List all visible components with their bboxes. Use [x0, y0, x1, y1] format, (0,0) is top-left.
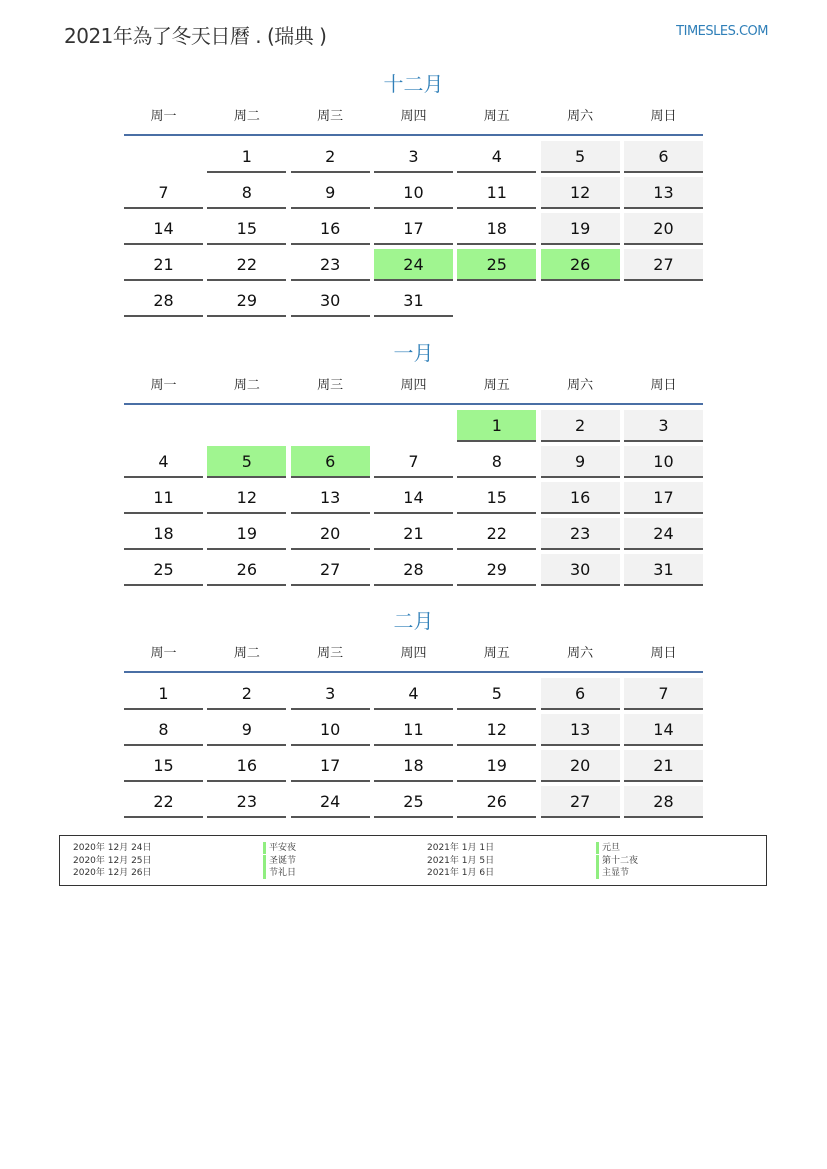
day-cell: 19: [457, 750, 536, 782]
holiday-name: 元旦: [596, 842, 620, 854]
weekend-day-cell: 2: [541, 410, 620, 442]
weekend-day-cell: 17: [624, 482, 703, 514]
day-cell: 23: [291, 249, 370, 281]
month-calendar: [124, 70, 703, 321]
empty-day-cell: [624, 285, 703, 317]
weekend-day-cell: 7: [624, 678, 703, 710]
day-cell: 14: [124, 213, 203, 245]
weekend-day-cell: 19: [541, 213, 620, 245]
day-cell: 2: [291, 141, 370, 173]
holiday-name: 节礼日: [263, 867, 296, 879]
weekday-label: 周日: [650, 109, 677, 124]
weekday-header: [124, 375, 703, 397]
day-cell: 28: [124, 285, 203, 317]
empty-day-cell: [291, 410, 370, 442]
day-cell: 4: [374, 678, 453, 710]
weekday-label: 周五: [483, 378, 510, 393]
header-rule: [124, 134, 703, 136]
weekend-day-cell: 28: [624, 786, 703, 818]
weekend-day-cell: 6: [541, 678, 620, 710]
week-row: [124, 213, 703, 245]
weekday-label: 周日: [650, 378, 677, 393]
month-title: 二月: [393, 609, 434, 633]
holiday-date: 2021年 1月 1日: [427, 843, 495, 853]
weekend-day-cell: 14: [624, 714, 703, 746]
day-cell: 1: [124, 678, 203, 710]
day-cell: 15: [457, 482, 536, 514]
weekend-day-cell: 31: [624, 554, 703, 586]
holiday-name: 平安夜: [263, 842, 296, 854]
weekday-header: [124, 106, 703, 128]
empty-day-cell: [124, 141, 203, 173]
legend-row: [60, 842, 766, 854]
site-link[interactable]: TIMESLES.COM: [676, 24, 768, 39]
week-row: [124, 177, 703, 209]
weekend-day-cell: 27: [541, 786, 620, 818]
day-cell: 11: [374, 714, 453, 746]
day-cell: 11: [457, 177, 536, 209]
weekday-label: 周一: [150, 109, 177, 124]
day-cell: 10: [374, 177, 453, 209]
holiday-date: 2020年 12月 25日: [73, 855, 152, 866]
month-calendar: [124, 339, 703, 590]
day-cell: 15: [124, 750, 203, 782]
weekday-label: 周日: [650, 646, 677, 661]
day-cell: 16: [291, 213, 370, 245]
day-cell: 5: [457, 678, 536, 710]
weekday-label: 周三: [317, 646, 344, 661]
month-title: 十二月: [383, 72, 444, 96]
weekday-label: 周二: [233, 109, 260, 124]
weekday-label: 周五: [483, 646, 510, 661]
day-cell: 31: [374, 285, 453, 317]
holiday-name: 第十二夜: [596, 855, 638, 867]
day-cell: 8: [124, 714, 203, 746]
legend-row: [60, 867, 766, 879]
holiday-date: 2020年 12月 24日: [73, 843, 152, 853]
day-cell: 22: [207, 249, 286, 281]
weekday-label: 周三: [317, 109, 344, 124]
week-row: [124, 518, 703, 550]
day-cell: 14: [374, 482, 453, 514]
day-cell: 24: [291, 786, 370, 818]
day-cell: 25: [124, 554, 203, 586]
month-calendar: [124, 607, 703, 822]
holiday-day-cell: 26: [541, 249, 620, 281]
weekday-label: 周四: [400, 646, 427, 661]
week-row: [124, 482, 703, 514]
weekday-label: 周四: [400, 378, 427, 393]
day-cell: 18: [124, 518, 203, 550]
day-cell: 8: [457, 446, 536, 478]
week-row: [124, 714, 703, 746]
weekend-day-cell: 30: [541, 554, 620, 586]
weekend-day-cell: 9: [541, 446, 620, 478]
weekday-label: 周六: [567, 378, 594, 393]
weekday-header: [124, 643, 703, 665]
day-cell: 26: [207, 554, 286, 586]
weekday-label: 周六: [567, 109, 594, 124]
weekday-label: 周三: [317, 378, 344, 393]
weekday-label: 周一: [150, 646, 177, 661]
holiday-day-cell: 1: [457, 410, 536, 442]
weekend-day-cell: 6: [624, 141, 703, 173]
day-cell: 7: [124, 177, 203, 209]
week-row: [124, 554, 703, 586]
header-rule: [124, 671, 703, 673]
day-cell: 21: [124, 249, 203, 281]
header-rule: [124, 403, 703, 405]
day-cell: 22: [124, 786, 203, 818]
day-cell: 8: [207, 177, 286, 209]
page-title: 2021年為了冬天日曆 . (瑞典 ): [64, 24, 327, 48]
day-cell: 26: [457, 786, 536, 818]
weekend-day-cell: 16: [541, 482, 620, 514]
holiday-day-cell: 5: [207, 446, 286, 478]
weekday-label: 周六: [567, 646, 594, 661]
month-title: 一月: [393, 341, 434, 365]
day-cell: 29: [207, 285, 286, 317]
day-cell: 22: [457, 518, 536, 550]
day-cell: 23: [207, 786, 286, 818]
weekend-day-cell: 12: [541, 177, 620, 209]
day-cell: 11: [124, 482, 203, 514]
day-cell: 4: [457, 141, 536, 173]
day-cell: 13: [291, 482, 370, 514]
day-cell: 12: [457, 714, 536, 746]
empty-day-cell: [541, 285, 620, 317]
empty-day-cell: [457, 285, 536, 317]
weekend-day-cell: 5: [541, 141, 620, 173]
day-cell: 29: [457, 554, 536, 586]
day-cell: 3: [374, 141, 453, 173]
day-cell: 30: [291, 285, 370, 317]
week-row: [124, 249, 703, 281]
holiday-name: 主显节: [596, 867, 629, 879]
day-cell: 9: [291, 177, 370, 209]
day-cell: 19: [207, 518, 286, 550]
day-cell: 9: [207, 714, 286, 746]
weekday-label: 周五: [483, 109, 510, 124]
week-row: [124, 678, 703, 710]
weekday-label: 周二: [233, 378, 260, 393]
week-row: [124, 410, 703, 442]
weekend-day-cell: 3: [624, 410, 703, 442]
empty-day-cell: [207, 410, 286, 442]
weekend-day-cell: 23: [541, 518, 620, 550]
weekday-label: 周二: [233, 646, 260, 661]
weekend-day-cell: 21: [624, 750, 703, 782]
holiday-name: 圣诞节: [263, 855, 296, 867]
weekday-label: 周四: [400, 109, 427, 124]
day-cell: 25: [374, 786, 453, 818]
holiday-day-cell: 24: [374, 249, 453, 281]
holiday-date: 2020年 12月 26日: [73, 868, 152, 878]
day-cell: 28: [374, 554, 453, 586]
weekend-day-cell: 10: [624, 446, 703, 478]
day-cell: 18: [457, 213, 536, 245]
empty-day-cell: [374, 410, 453, 442]
legend-row: [60, 855, 766, 867]
holiday-date: 2021年 1月 5日: [427, 855, 495, 866]
day-cell: 1: [207, 141, 286, 173]
holiday-day-cell: 6: [291, 446, 370, 478]
holiday-day-cell: 25: [457, 249, 536, 281]
day-cell: 21: [374, 518, 453, 550]
day-cell: 17: [291, 750, 370, 782]
day-cell: 20: [291, 518, 370, 550]
day-cell: 15: [207, 213, 286, 245]
day-cell: 7: [374, 446, 453, 478]
day-cell: 12: [207, 482, 286, 514]
weekend-day-cell: 20: [541, 750, 620, 782]
weekend-day-cell: 27: [624, 249, 703, 281]
day-cell: 10: [291, 714, 370, 746]
holiday-date: 2021年 1月 6日: [427, 868, 495, 878]
week-row: [124, 141, 703, 173]
day-cell: 3: [291, 678, 370, 710]
week-row: [124, 446, 703, 478]
week-row: [124, 285, 703, 317]
weekend-day-cell: 24: [624, 518, 703, 550]
weekday-label: 周一: [150, 378, 177, 393]
weekend-day-cell: 20: [624, 213, 703, 245]
weekend-day-cell: 13: [624, 177, 703, 209]
week-row: [124, 786, 703, 818]
day-cell: 4: [124, 446, 203, 478]
day-cell: 17: [374, 213, 453, 245]
day-cell: 16: [207, 750, 286, 782]
day-cell: 2: [207, 678, 286, 710]
holiday-legend: [59, 835, 767, 886]
weekend-day-cell: 13: [541, 714, 620, 746]
day-cell: 27: [291, 554, 370, 586]
week-row: [124, 750, 703, 782]
day-cell: 18: [374, 750, 453, 782]
empty-day-cell: [124, 410, 203, 442]
